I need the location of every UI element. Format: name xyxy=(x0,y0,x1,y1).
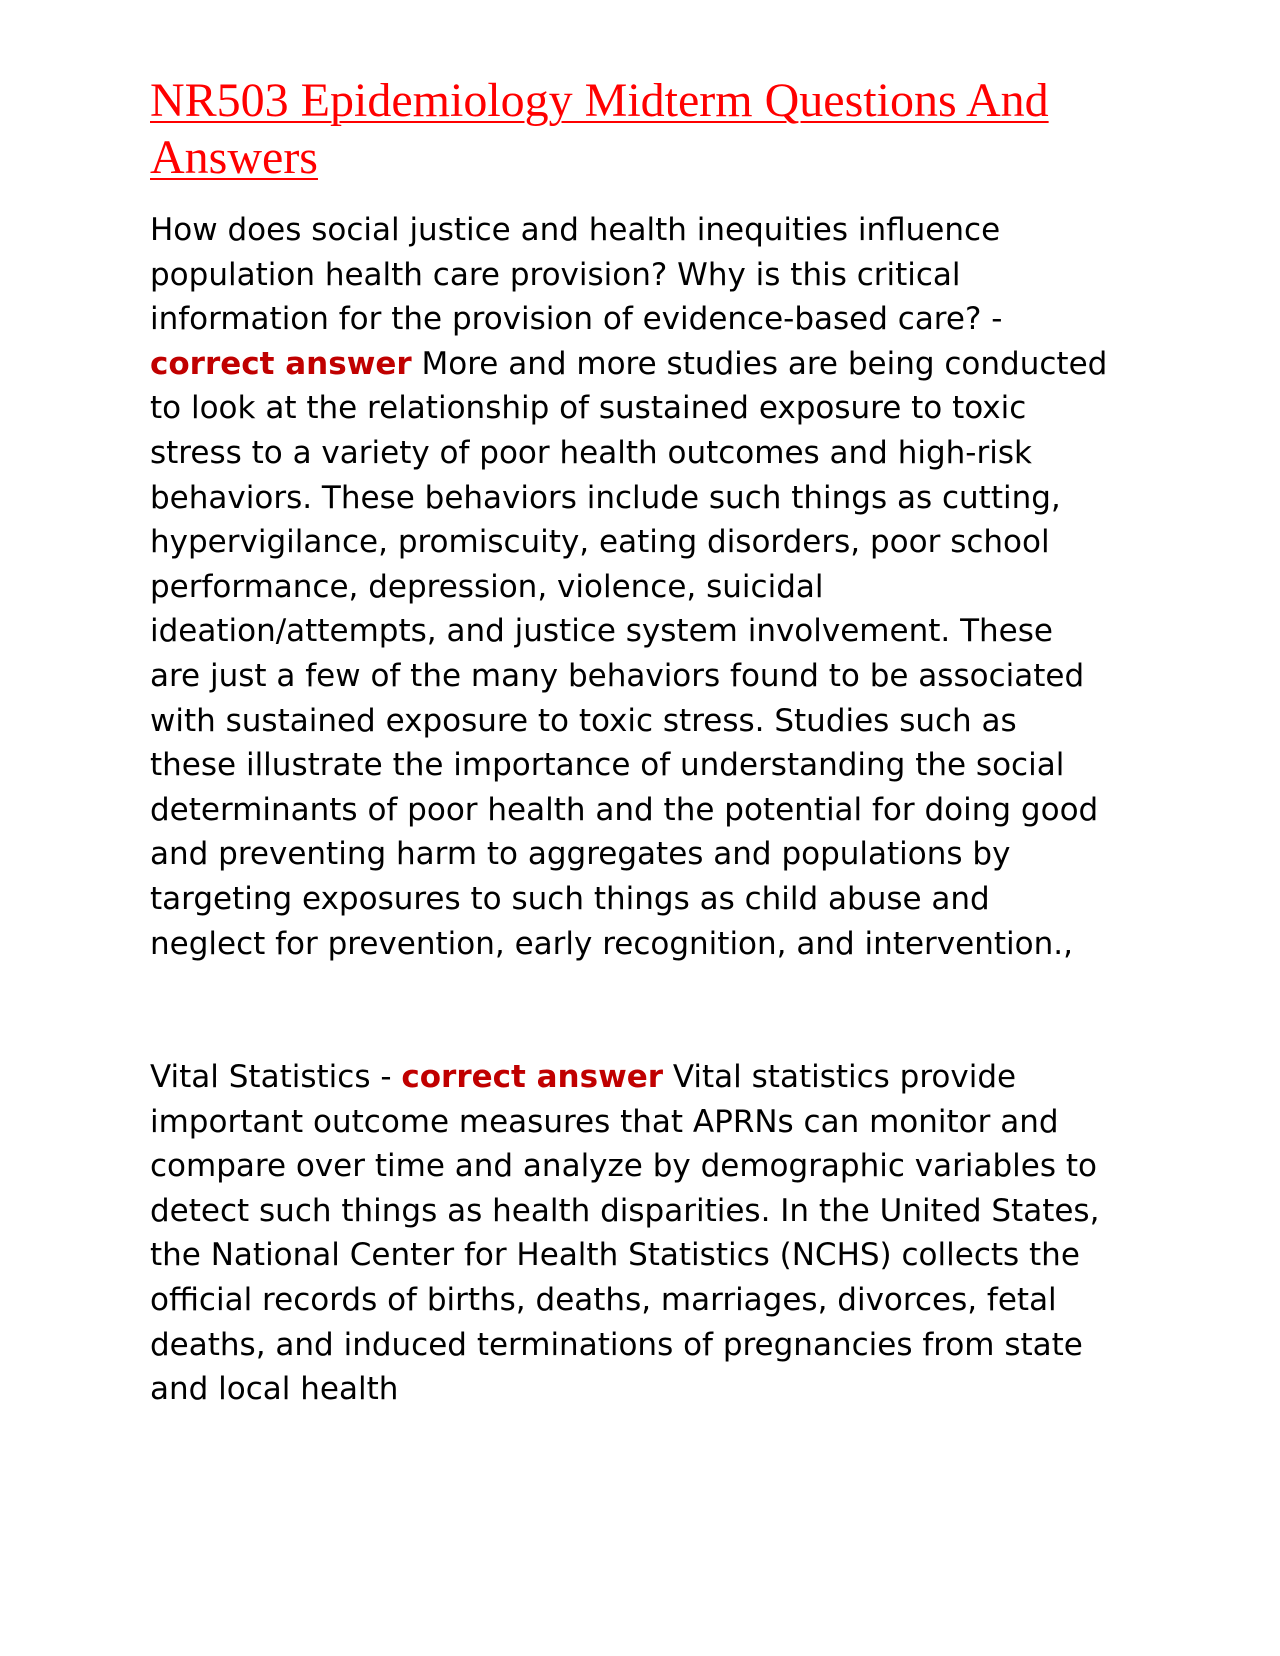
qa-item xyxy=(150,1055,1110,1412)
question-text: Vital Statistics - xyxy=(150,1059,402,1096)
correct-answer-label: correct answer xyxy=(150,345,412,382)
answer-text: More and more studies are being conducted to look at the relationship of sustained exposure to toxic stress to a variety of poor health outcomes and high-risk behaviors. These behaviors include such things as cutting, hypervigilance, promiscuity, eating disorders, poor school performance, depression, violence, suicidal ideation/attempts, and justice system involvement. These are just a few of the many behaviors found to be associated with sustained exposure to toxic stress. Studies such as these illustrate the importance of understanding the social determinants of poor health and the potential for doing good and preventing harm to aggregates and populations by targeting exposures to such things as child abuse and neglect for prevention, early recognition, and intervention., xyxy=(150,345,1108,962)
document-page xyxy=(150,72,1110,1412)
question-text: How does social justice and health inequities influence population health care provision? Why is this critical information for the provision of evidence-based care? - xyxy=(150,212,1003,338)
correct-answer-label: correct answer xyxy=(401,1059,664,1096)
qa-item xyxy=(150,208,1110,966)
document-title: NR503 Epidemiology Midterm Questions And Answers xyxy=(150,74,1049,184)
answer-text: Vital statistics provide important outcome measures that APRNs can monitor and compare over time and analyze by demographic variables to detect such things as health disparities. In the United States, the National Center for Health Statistics (NCHS) collects the official records of births, deaths, marriages, divorces, fetal deaths, and induced terminations of pregnancies from state and local health xyxy=(150,1059,1100,1408)
